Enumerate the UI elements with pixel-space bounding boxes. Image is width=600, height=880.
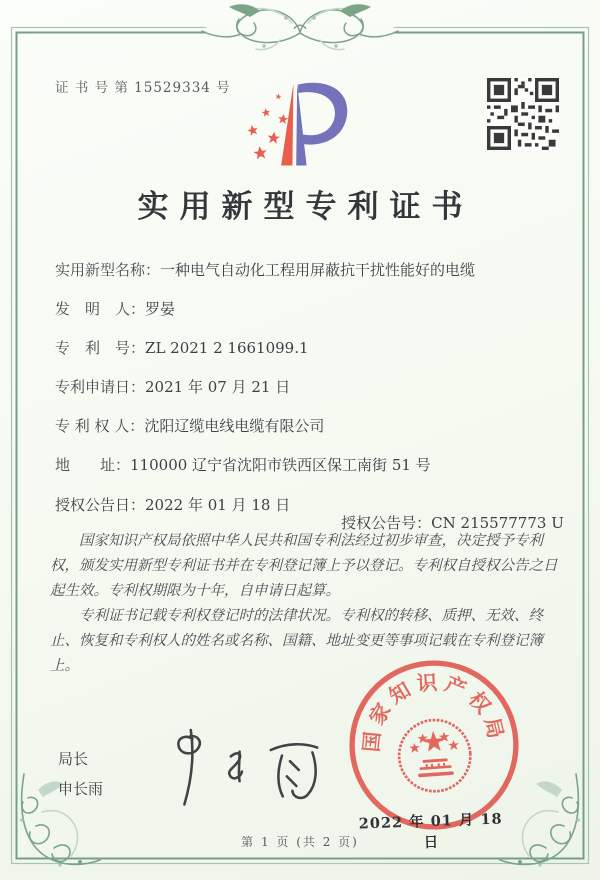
field-value: 2022 年 01 月 18 日 <box>145 496 291 514</box>
legal-paragraph-1: 国家知识产权局依照中华人民共和国专利法经过初步审查，决定授予专利权，颁发实用新型专利证书并在专利登记簿上予以登记。专利权自授权公告之日起生效。专利权期限为十年，自申请日起算。 <box>50 533 558 599</box>
signer-name: 申长雨 <box>58 780 104 798</box>
field-label: 专 利 权 人： <box>55 417 145 435</box>
field-label: 地 址： <box>55 456 131 474</box>
grant-date-stamp: 2022 年 01 月 18 日 <box>358 810 503 852</box>
field-label: 实用新型名称： <box>55 261 161 279</box>
field-filing-date <box>55 377 562 397</box>
field-address <box>55 455 562 475</box>
field-label: 授权公告日： <box>55 496 146 514</box>
cnipa-logo <box>234 76 366 174</box>
certificate-title: 实用新型专利证书 <box>137 189 474 225</box>
signature-block <box>58 744 103 804</box>
field-utility-model-name <box>55 260 562 280</box>
field-value: CN 215577773 U <box>431 514 564 532</box>
qr-code <box>487 78 559 150</box>
field-value: ZL 2021 2 1661099.1 <box>145 339 309 357</box>
field-label: 专 利 号： <box>55 339 146 357</box>
seal-arc-text: 国家知识产权局 <box>358 670 510 754</box>
field-patentee <box>55 416 562 436</box>
field-label: 发 明 人： <box>55 300 146 318</box>
field-inventor <box>55 299 562 319</box>
field-value: 110000 辽宁省沈阳市铁西区保工南街 51 号 <box>130 456 431 474</box>
signer-title: 局长 <box>58 750 89 768</box>
field-label: 专利申请日： <box>55 378 146 396</box>
field-label: 授权公告号： <box>341 514 432 532</box>
handwritten-signature <box>162 724 330 816</box>
field-value: 2021 年 07 月 21 日 <box>145 378 291 396</box>
field-patent-number <box>55 338 562 358</box>
national-emblem <box>397 718 473 794</box>
certificate-number: 证 书 号 第 15529334 号 <box>55 80 231 96</box>
field-value: 罗晏 <box>145 300 176 318</box>
page-number: 第 1 页 (共 2 页) <box>241 835 359 849</box>
legal-paragraph-2: 专利证书记载专利权登记时的法律状况。专利权的转移、质押、无效、终止、恢复和专利权人的姓名或名称、国籍、地址变更等事项记载在专利登记簿上。 <box>50 608 543 674</box>
field-list <box>55 260 562 551</box>
field-value: 沈阳辽缆电线电缆有限公司 <box>144 417 325 435</box>
field-value: 一种电气自动化工程用屏蔽抗干扰性能好的电缆 <box>160 261 476 279</box>
